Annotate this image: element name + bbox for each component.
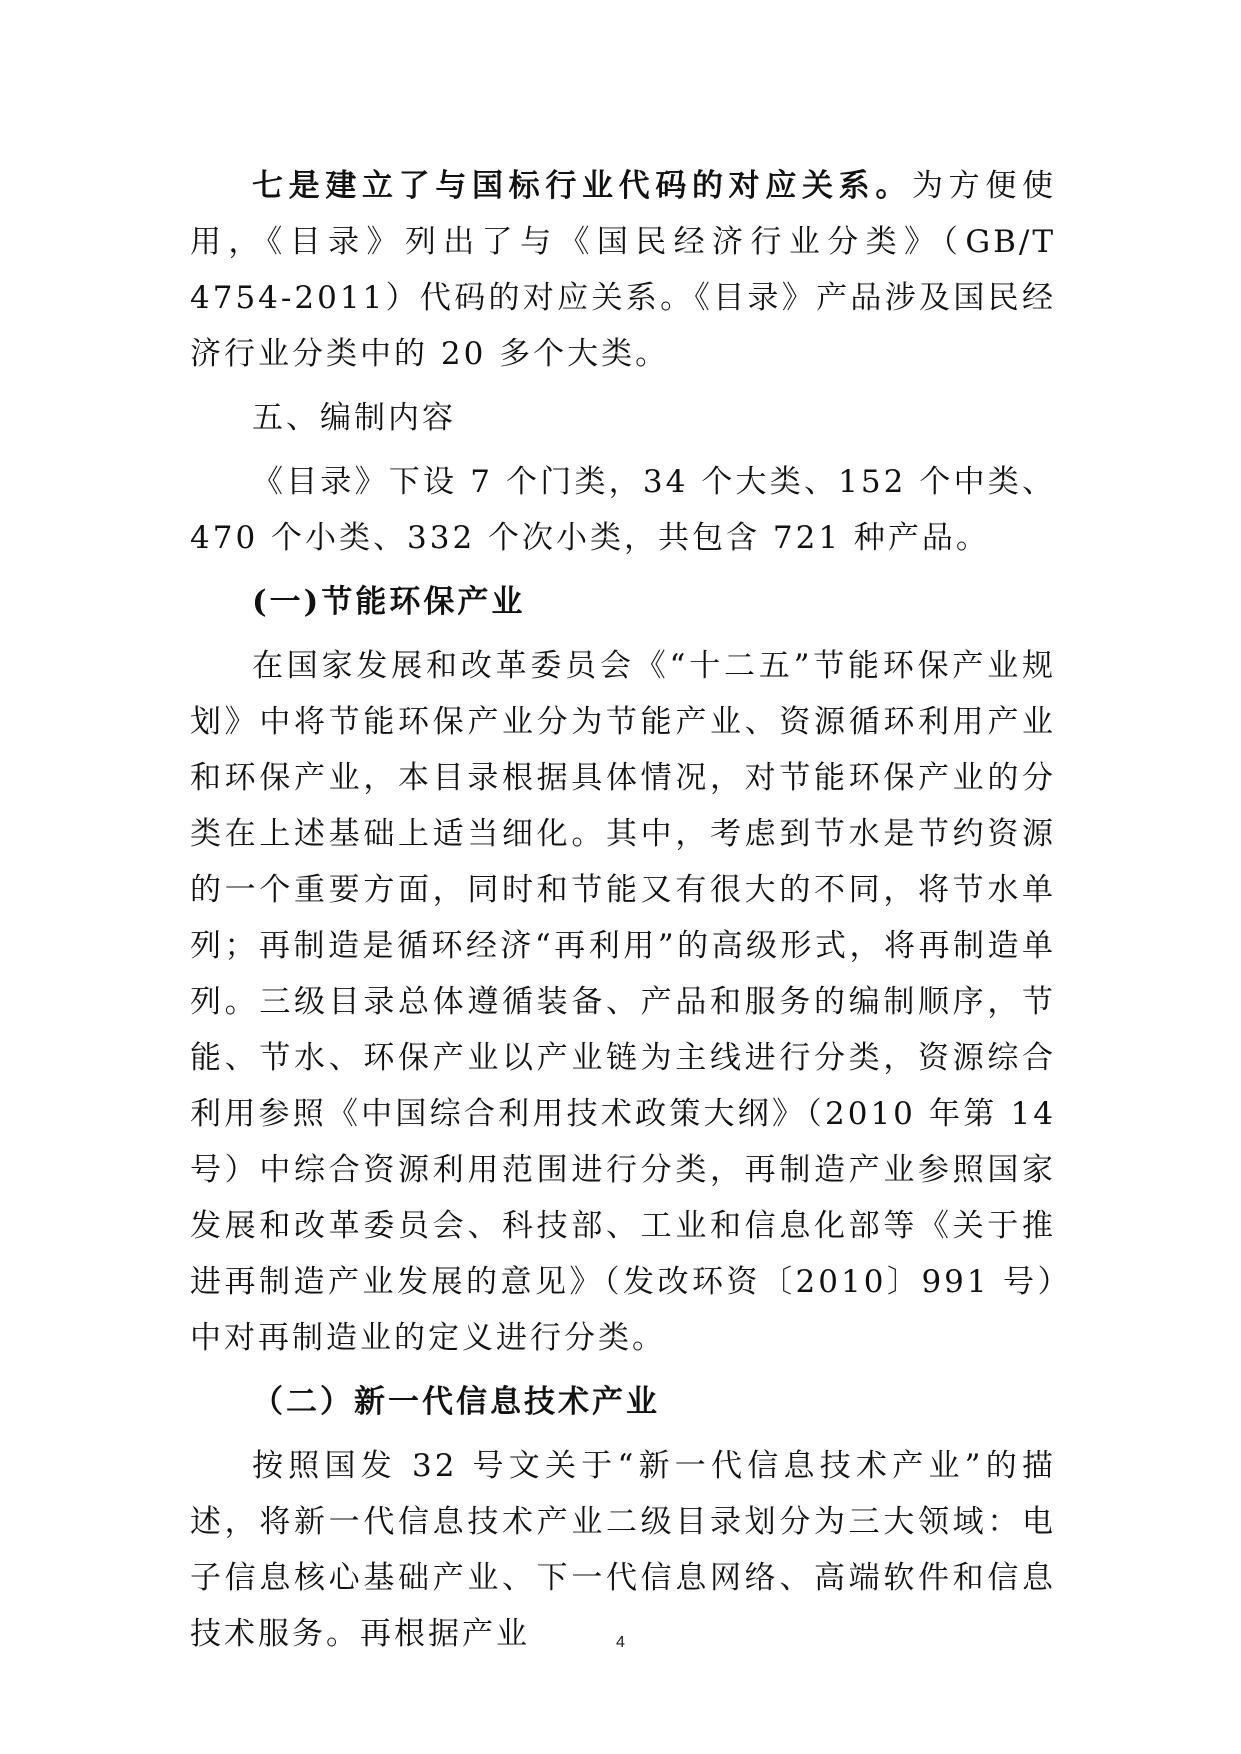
page-number: 4 [616,1634,625,1651]
document-body [190,158,1056,1670]
paragraph-text: 为方便使用，《目录》列出了与《国民经济行业分类》（GB/T 4754-2011）代码的对应关系。《目录》产品涉及国民经济行业分类中的 20 多个大类。 [190,168,1056,372]
paragraph-energy-industry: 在国家发展和改革委员会《“十二五”节能环保产业规划》中将节能环保产业分为节能产业、资源循环利用产业和环保产业，本目录根据具体情况，对节能环保产业的分类在上述基础上适当细化。其中，考虑到节水是节约资源的一个重要方面，同时和节能又有很大的不同，将节水单列；再制造是循环经济“再利用”的高级形式，将再制造单列。三级目录总体遵循装备、产品和服务的编制顺序，节能、节水、环保产业以产业链为主线进行分类，资源综合利用参照《中国综合利用技术政策大纲》（2010 年第 14 号）中综合资源利用范围进行分类，再制造产业参照国家发展和改革委员会、科技部、工业和信息化部等《关于推进再制造产业发展的意见》（发改环资〔2010〕991 号）中对再制造业的定义进行分类。 [190,648,1056,1356]
subsection-heading-energy: (一)节能环保产业 [252,584,526,620]
paragraph-industry-code [190,158,1056,382]
paragraph-catalog-structure: 《目录》下设 7 个门类，34 个大类、152 个中类、470 个小类、332 个次小类，共包含 721 种产品。 [190,464,1056,556]
section-heading-compilation: 五、编制内容 [252,400,456,436]
paragraph-it-industry: 按照国发 32 号文关于“新一代信息技术产业”的描述，将新一代信息技术产业二级目录划分为三大领域：电子信息核心基础产业、下一代信息网络、高端软件和信息技术服务。再根据产业 [190,1448,1056,1652]
paragraph-lead-bold: 七是建立了与国标行业代码的对应关系。 [252,168,912,204]
subsection-heading-it: （二）新一代信息技术产业 [252,1384,660,1420]
